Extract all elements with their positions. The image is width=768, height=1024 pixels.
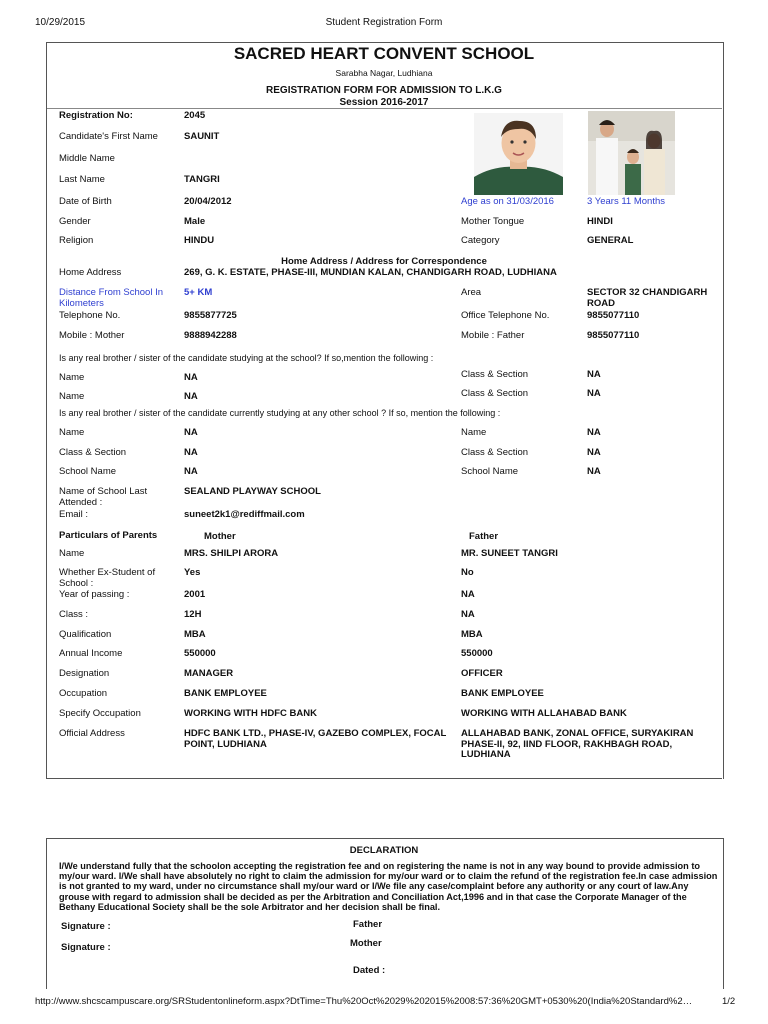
parents-heading: Particulars of Parents [59, 530, 158, 541]
signature-label-mother: Signature : [61, 942, 111, 953]
office-telephone-label: Office Telephone No. [461, 310, 550, 321]
first-name-value: SAUNIT [184, 131, 220, 142]
email-value: suneet2k1@rediffmail.com [184, 509, 305, 520]
sibling-same-name-label: Name [59, 372, 85, 383]
father-value: ALLAHABAD BANK, ZONAL OFFICE, SURYAKIRAN PHASE-II, 92, IIND FLOOR, RAKHBAGH ROAD, LUDHIANA [461, 728, 694, 760]
parent-row-label: Name [59, 548, 85, 559]
frame-corner [46, 762, 47, 779]
distance-label: Distance From School In Kilometers [59, 287, 164, 309]
mother-tongue-label: Mother Tongue [461, 216, 525, 227]
sibling-other-question: Is any real brother / sister of the candidate currently studying at any other school ? If so, mention the following : [59, 408, 501, 418]
father-value: MBA [461, 629, 483, 640]
last-school-label: Name of School Last Attended : [59, 486, 148, 508]
father-value: NA [461, 589, 475, 600]
father-value: WORKING WITH ALLAHABAD BANK [461, 708, 627, 719]
gender-value: Male [184, 216, 206, 227]
religion-label: Religion [59, 235, 94, 246]
category-label: Category [461, 235, 500, 246]
sibling-other-name-value: NA [184, 427, 198, 438]
last-name-value: TANGRI [184, 174, 220, 185]
sibling-other-class-value-2: NA [587, 447, 601, 458]
mother-value: 12H [184, 609, 202, 620]
sibling-same-question: Is any real brother / sister of the candidate studying at the school? If so,mention the following : [59, 353, 434, 363]
area-value: SECTOR 32 CHANDIGARH ROAD [587, 287, 708, 309]
mother-value: 2001 [184, 589, 206, 600]
office-telephone-value: 9855077110 [587, 310, 640, 321]
sibling-other-name-value-2: NA [587, 427, 601, 438]
mother-value: MANAGER [184, 668, 234, 679]
session: Session 2016-2017 [339, 97, 429, 108]
frame-bottom-border [46, 778, 722, 779]
middle-name-label: Middle Name [59, 153, 115, 164]
parent-row-label: Qualification [59, 629, 112, 640]
parent-row-label: Whether Ex-Student of School : [59, 567, 156, 589]
religion-value: HINDU [184, 235, 215, 246]
sibling-same-class-label-2: Class & Section [461, 388, 529, 399]
father-value: NA [461, 609, 475, 620]
category-value: GENERAL [587, 235, 634, 246]
father-heading: Father [469, 531, 499, 542]
first-name-label: Candidate's First Name [59, 131, 158, 142]
mother-signature-label: Mother [350, 938, 382, 949]
print-date: 10/29/2015 [35, 17, 86, 28]
footer-url[interactable]: http://www.shcscampuscare.org/SRStudentonlineform.aspx?DtTime=Thu%20Oct%2029%202015%2008:57:36%20GMT+0530%20(India%20Standard%2… [35, 996, 693, 1007]
father-signature-label: Father [353, 919, 383, 930]
age-value: 3 Years 11 Months [587, 196, 665, 207]
footer-page-number: 1/2 [722, 996, 736, 1007]
home-address-label: Home Address [59, 267, 122, 278]
reg-no-value: 2045 [184, 110, 206, 121]
parent-row-label: Designation [59, 668, 110, 679]
sibling-other-class-value: NA [184, 447, 198, 458]
declaration-text: I/We understand fully that the schoolon accepting the registration fee and on registering the name is not in any way bound to provide admission to my/our ward. I/We shall have absolutely no right to claim the admission for my/our ward or to claim the refund of the registration fee.In case admission is not granted to my ward, under no circumstance shall my/our ward or I/We file any case/complaint before any authority or any court of law.Any grouse with regard to admission shall be decided as per the Arbitration and Conciliation Act,1996 and in that case the Corporate Manager of the Bethany Educational Society shall be the sole Arbitrator and her decision shall be final. [59, 861, 718, 912]
sibling-same-class-label: Class & Section [461, 369, 529, 380]
parent-row-label: Class : [59, 609, 89, 620]
parent-row-label: Year of passing : [59, 589, 130, 600]
address-heading: Home Address / Address for Correspondence [281, 256, 487, 267]
sibling-other-school-value: NA [184, 466, 198, 477]
last-school-value: SEALAND PLAYWAY SCHOOL [184, 486, 321, 497]
parent-row-label: Occupation [59, 688, 108, 699]
sibling-other-class-label-2: Class & Section [461, 447, 529, 458]
age-label: Age as on 31/03/2016 [461, 196, 554, 207]
mother-tongue-value: HINDI [587, 216, 613, 227]
signature-label-father: Signature : [61, 921, 111, 932]
mobile-father-label: Mobile : Father [461, 330, 525, 341]
mother-value: HDFC BANK LTD., PHASE-IV, GAZEBO COMPLEX, FOCAL POINT, LUDHIANA [184, 728, 447, 750]
sibling-same-name-value: NA [184, 372, 198, 383]
last-name-label: Last Name [59, 174, 105, 185]
mother-heading: Mother [204, 531, 236, 542]
dated-label: Dated : [353, 965, 386, 976]
father-value: BANK EMPLOYEE [461, 688, 544, 699]
mother-value: MRS. SHILPI ARORA [184, 548, 279, 559]
telephone-label: Telephone No. [59, 310, 121, 321]
print-title: Student Registration Form [325, 17, 443, 28]
mobile-father-value: 9855077110 [587, 330, 640, 341]
school-address: Sarabha Nagar, Ludhiana [335, 68, 433, 78]
sibling-other-school-value-2: NA [587, 466, 601, 477]
sibling-same-name-value-2: NA [184, 391, 198, 402]
distance-value: 5+ KM [184, 287, 213, 298]
mother-value: MBA [184, 629, 206, 640]
candidate-photo [474, 113, 563, 195]
mother-value: WORKING WITH HDFC BANK [184, 708, 317, 719]
sibling-other-school-label-2: School Name [461, 466, 519, 477]
parent-row-label: Annual Income [59, 648, 123, 659]
mother-value: Yes [184, 567, 201, 578]
sibling-other-class-label: Class & Section [59, 447, 127, 458]
sibling-same-name-label-2: Name [59, 391, 85, 402]
sibling-other-school-label: School Name [59, 466, 117, 477]
home-address-value: 269, G. K. ESTATE, PHASE-III, MUNDIAN KALAN, CHANDIGARH ROAD, LUDHIANA [184, 267, 557, 278]
parent-row-label: Specify Occupation [59, 708, 141, 719]
telephone-value: 9855877725 [184, 310, 237, 321]
sibling-other-name-label-2: Name [461, 427, 487, 438]
mother-value: 550000 [184, 648, 216, 659]
email-label: Email : [59, 509, 89, 520]
school-name: SACRED HEART CONVENT SCHOOL [233, 44, 535, 63]
mother-value: BANK EMPLOYEE [184, 688, 267, 699]
gender-label: Gender [59, 216, 91, 227]
mobile-mother-value: 9888942288 [184, 330, 237, 341]
form-title: REGISTRATION FORM FOR ADMISSION TO L.K.G [266, 85, 502, 96]
sibling-same-class-value-2: NA [587, 388, 601, 399]
reg-no-label: Registration No: [59, 110, 133, 121]
father-value: 550000 [461, 648, 493, 659]
declaration-heading: DECLARATION [349, 845, 419, 856]
dob-label: Date of Birth [59, 196, 112, 207]
parent-row-label: Official Address [59, 728, 125, 739]
heading-divider [47, 108, 722, 109]
family-photo [588, 111, 675, 195]
mobile-mother-label: Mobile : Mother [59, 330, 125, 341]
father-value: No [461, 567, 474, 578]
dob-value: 20/04/2012 [184, 196, 232, 207]
sibling-other-name-label: Name [59, 427, 85, 438]
sibling-same-class-value: NA [587, 369, 601, 380]
area-label: Area [461, 287, 482, 298]
father-value: OFFICER [461, 668, 503, 679]
father-value: MR. SUNEET TANGRI [461, 548, 558, 559]
